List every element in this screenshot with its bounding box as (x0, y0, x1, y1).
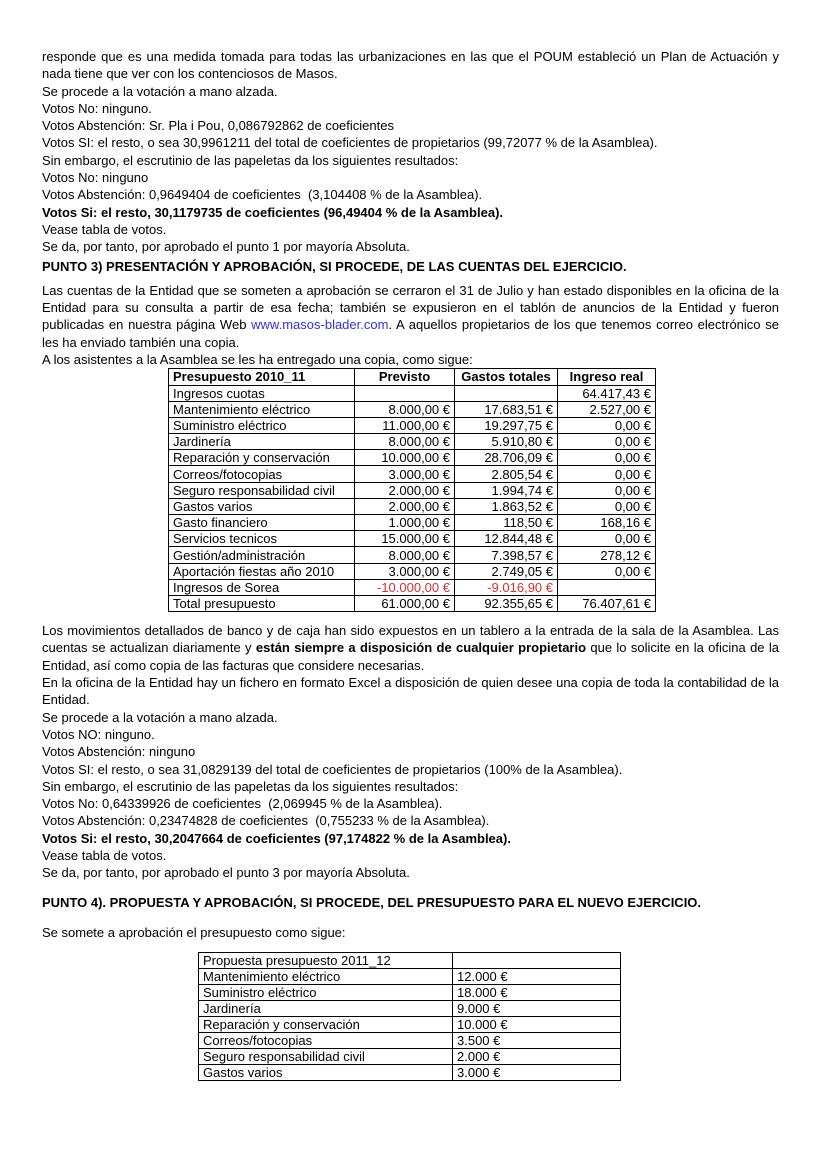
table-cell: Mantenimiento eléctrico (199, 969, 453, 985)
text-segment: En la oficina de la Entidad hay un fichero en formato Excel a disposición de quien desee una copia de toda la contabilidad de la Entidad. (42, 675, 779, 708)
table-cell: Mantenimiento eléctrico (169, 401, 355, 417)
table-row (199, 1001, 621, 1017)
bold-text-segment: Votos Si: el resto, 30,2047664 de coeficientes (97,174822 % de la Asamblea). (42, 830, 511, 846)
table-cell: -9.016,90 € (455, 579, 558, 595)
table-cell: Correos/fotocopias (199, 1033, 453, 1049)
text-segment: Vease tabla de votos. (42, 848, 167, 864)
table-cell: 8.000,00 € (355, 434, 455, 450)
text-segment: Votos No: ninguno (42, 170, 149, 186)
table-cell: 0,00 € (558, 417, 656, 433)
table-row (169, 563, 656, 579)
text-segment: Votos Abstención: 0,23474828 de coeficientes (0,755233 % de la Asamblea). (42, 813, 490, 829)
table-cell: 8.000,00 € (355, 547, 455, 563)
spacer (42, 612, 779, 622)
table-cell: 1.994,74 € (455, 482, 558, 498)
table-cell: Correos/fotocopias (169, 466, 355, 482)
table-cell: 9.000 € (453, 1001, 621, 1017)
table-row (169, 498, 656, 514)
text-segment: Votos SI: el resto, o sea 31,0829139 del total de coeficientes de propietarios (100% de la Asamblea). (42, 761, 623, 777)
table-row (199, 985, 621, 1001)
table-cell: Seguro responsabilidad civil (199, 1049, 453, 1065)
text-segment: Votos NO: ninguno. (42, 726, 155, 742)
see-table-line (42, 221, 779, 238)
table-cell: 15.000,00 € (355, 531, 455, 547)
approval-line (42, 238, 779, 255)
accounts-paragraph (42, 282, 779, 351)
table-cell: 2.000,00 € (355, 482, 455, 498)
table-cell: Servicios tecnicos (169, 531, 355, 547)
table-row (169, 531, 656, 547)
text-segment: que lo solicite en la oficina de la Entidad, así como copia de las facturas que considere necesarias. (42, 640, 779, 673)
table-cell: 2.527,00 € (558, 401, 656, 417)
table-cell: 0,00 € (558, 434, 656, 450)
table-cell: Gastos totales (455, 369, 558, 385)
table-cell: Total presupuesto (169, 595, 355, 611)
table-cell: 5.910,80 € (455, 434, 558, 450)
text-segment: Sin embargo, el escrutinio de las papeletas da los siguientes resultados: (42, 778, 459, 794)
table-cell: Aportación fiestas año 2010 (169, 563, 355, 579)
table-cell: Reparación y conservación (199, 1017, 453, 1033)
table-cell: Jardinería (169, 434, 355, 450)
table-cell: 11.000,00 € (355, 417, 455, 433)
vote-yes-line (42, 134, 779, 151)
table-cell: Gasto financiero (169, 515, 355, 531)
table-row (169, 515, 656, 531)
vote-procedure-line (42, 83, 779, 100)
table-cell: 3.500 € (453, 1033, 621, 1049)
table-cell: 0,00 € (558, 563, 656, 579)
vote-abstain-line (42, 186, 779, 203)
vote-no-line (42, 169, 779, 186)
table-cell: 3.000,00 € (355, 466, 455, 482)
table-cell: 10.000,00 € (355, 450, 455, 466)
table-cell: Gestión/administración (169, 547, 355, 563)
table-row (199, 1033, 621, 1049)
movements-paragraph (42, 622, 779, 674)
text-segment: Votos Abstención: ninguno (42, 744, 196, 760)
table-cell: Seguro responsabilidad civil (169, 482, 355, 498)
table-cell: 2.749,05 € (455, 563, 558, 579)
table-cell: Ingresos de Sorea (169, 579, 355, 595)
scrutiny-line (42, 778, 779, 795)
table-cell: 12.000 € (453, 969, 621, 985)
table-row (199, 1017, 621, 1033)
document-content (42, 48, 779, 1081)
vote-procedure-line (42, 709, 779, 726)
scrutiny-line (42, 152, 779, 169)
table-cell (355, 385, 455, 401)
table-cell: 28.706,09 € (455, 450, 558, 466)
web-link[interactable]: www.masos-blader.com (251, 317, 389, 333)
text-segment: Vease tabla de votos. (42, 221, 167, 237)
vote-no-line (42, 795, 779, 812)
table-cell: 0,00 € (558, 531, 656, 547)
text-segment: Se somete a aprobación el presupuesto como sigue: (42, 924, 346, 940)
budget-2010-table (168, 368, 656, 612)
table-row (169, 385, 656, 401)
table-cell: 2.000,00 € (355, 498, 455, 514)
table-cell: 0,00 € (558, 482, 656, 498)
table-cell (558, 579, 656, 595)
text-segment: Se da, por tanto, por aprobado el punto 3 por mayoría Absoluta. (42, 865, 410, 881)
vote-no-line (42, 726, 779, 743)
text-segment: Votos Abstención: 0,9649404 de coeficientes (3,104408 % de la Asamblea). (42, 187, 483, 203)
text-segment: . A aquellos propietarios de los que tenemos correo electrónico se les ha enviado también una copia. (42, 317, 779, 350)
text-segment: A los asistentes a la Asamblea se les ha entregado una copia, como sigue: (42, 352, 473, 368)
table-cell: 64.417,43 € (558, 385, 656, 401)
text-segment: Las cuentas de la Entidad que se someten a aprobación se cerraron el 31 de Julio y han estado disponibles en la oficina de la Entidad para su consulta a partir de esa fecha; también se expusieron en el tablón de anuncios de la Entidad y fueron publicadas en nuestra página Web (42, 282, 779, 333)
vote-yes-result-line (42, 830, 779, 847)
table-cell: Presupuesto 2010_11 (169, 369, 355, 385)
table-cell: Reparación y conservación (169, 450, 355, 466)
bold-text-segment: Votos Si: el resto, 30,1179735 de coeficientes (96,49404 % de la Asamblea). (42, 204, 504, 220)
spacer (42, 882, 779, 894)
table-cell: 278,12 € (558, 547, 656, 563)
text-segment: Los movimientos detallados de banco y de caja han sido expuestos en un tablero a la entrada de la sala de la Asamblea. Las cuentas se actualizan diariamente y (42, 623, 779, 656)
text-segment: Votos No: ninguno. (42, 100, 152, 116)
table-cell: 0,00 € (558, 498, 656, 514)
table-row (199, 953, 621, 969)
text-segment: Sin embargo, el escrutinio de las papeletas da los siguientes resultados: (42, 152, 459, 168)
table-cell: Ingreso real (558, 369, 656, 385)
table-cell: 0,00 € (558, 450, 656, 466)
text-segment: Se procede a la votación a mano alzada. (42, 83, 278, 99)
text-segment: Votos Abstención: Sr. Pla i Pou, 0,086792862 de coeficientes (42, 118, 394, 134)
table-cell: 2.000 € (453, 1049, 621, 1065)
table-cell: 0,00 € (558, 466, 656, 482)
table-cell: 118,50 € (455, 515, 558, 531)
table-cell: 19.297,75 € (455, 417, 558, 433)
table-cell: 7.398,57 € (455, 547, 558, 563)
table-cell: 18.000 € (453, 985, 621, 1001)
table-row (169, 579, 656, 595)
table-cell: 17.683,51 € (455, 401, 558, 417)
table-cell: 10.000 € (453, 1017, 621, 1033)
vote-abstain-line (42, 812, 779, 829)
table-row (169, 482, 656, 498)
table-cell: 8.000,00 € (355, 401, 455, 417)
table-cell: Previsto (355, 369, 455, 385)
table-cell (453, 953, 621, 969)
table-cell: 3.000 € (453, 1065, 621, 1081)
table-cell (455, 385, 558, 401)
table-row (169, 450, 656, 466)
vote-yes-result-line (42, 204, 779, 221)
see-table-line (42, 847, 779, 864)
table-cell: Jardinería (199, 1001, 453, 1017)
table-cell: 2.805,54 € (455, 466, 558, 482)
table-cell: 61.000,00 € (355, 595, 455, 611)
table-cell: Gastos varios (169, 498, 355, 514)
budget-2011-proposal-table (198, 952, 621, 1081)
table-row (169, 466, 656, 482)
spacer (42, 941, 779, 952)
table-row (169, 369, 656, 385)
text-segment: responde que es una medida tomada para todas las urbanizaciones en las que el POUM estableció un Plan de Actuación y nada tiene que ver con los contenciosos de Masos. (42, 49, 779, 82)
table-row (169, 434, 656, 450)
table-row (169, 547, 656, 563)
table-cell: 12.844,48 € (455, 531, 558, 547)
table-cell: 76.407,61 € (558, 595, 656, 611)
table-row (199, 969, 621, 985)
table-cell: Propuesta presupuesto 2011_12 (199, 953, 453, 969)
vote-yes-line (42, 761, 779, 778)
copy-delivered-line (42, 351, 779, 368)
text-segment: Votos No: 0,64339926 de coeficientes (2,069945 % de la Asamblea). (42, 796, 443, 812)
excel-paragraph (42, 674, 779, 709)
table-row (169, 417, 656, 433)
table-cell: Ingresos cuotas (169, 385, 355, 401)
table-row (199, 1049, 621, 1065)
table-cell: 1.000,00 € (355, 515, 455, 531)
table-cell: 168,16 € (558, 515, 656, 531)
table-row (169, 595, 656, 611)
vote-no-line (42, 100, 779, 117)
table-row (199, 1065, 621, 1081)
table-row (169, 401, 656, 417)
approval-line (42, 864, 779, 881)
bold-text-segment: están siempre a disposición de cualquier propietario (255, 640, 587, 656)
table-cell: 1.863,52 € (455, 498, 558, 514)
table-cell: Suministro eléctrico (199, 985, 453, 1001)
bold-text-segment: PUNTO 3) PRESENTACIÓN Y APROBACIÓN, SI PROCEDE, DE LAS CUENTAS DEL EJERCICIO. (42, 258, 627, 274)
punto-4-heading (42, 894, 779, 911)
punto-3-heading (42, 258, 779, 275)
spacer (42, 911, 779, 924)
text-segment: Votos SI: el resto, o sea 30,9961211 del total de coeficientes de propietarios (99,72077 % de la Asamblea). (42, 135, 658, 151)
budget-submit-line (42, 924, 779, 941)
bold-text-segment: PUNTO 4). PROPUESTA Y APROBACIÓN, SI PROCEDE, DEL PRESUPUESTO PARA EL NUEVO EJERCICIO. (42, 894, 702, 910)
vote-abstain-line (42, 743, 779, 760)
text-segment: Se da, por tanto, por aprobado el punto 1 por mayoría Absoluta. (42, 239, 410, 255)
table-cell: 92.355,65 € (455, 595, 558, 611)
table-cell: -10.000,00 € (355, 579, 455, 595)
spacer (42, 275, 779, 282)
vote-abstain-line (42, 117, 779, 134)
intro-paragraph (42, 48, 779, 83)
table-cell: Gastos varios (199, 1065, 453, 1081)
table-cell: 3.000,00 € (355, 563, 455, 579)
table-cell: Suministro eléctrico (169, 417, 355, 433)
text-segment: Se procede a la votación a mano alzada. (42, 709, 278, 725)
